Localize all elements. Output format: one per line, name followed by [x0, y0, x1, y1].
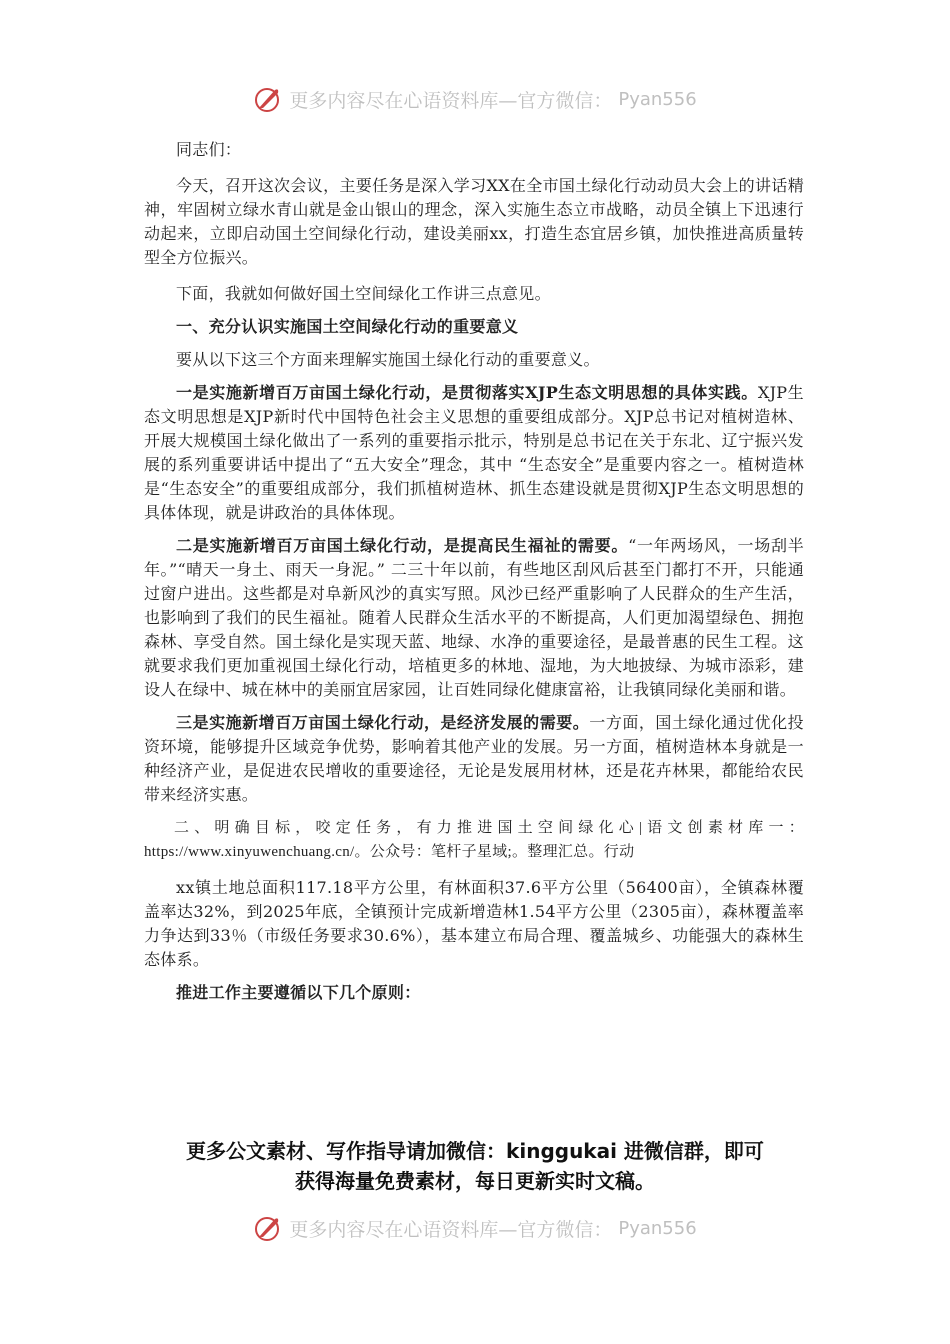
greeting: 同志们：: [176, 140, 242, 159]
paragraph-point-1: [144, 381, 804, 525]
promo-line-1: 更多公文素材、写作指导请加微信：kinggukai 进微信群，即可: [186, 1139, 764, 1163]
paragraph-point-2: [144, 534, 804, 702]
feather-logo-icon: [253, 84, 283, 114]
point-1-text: XJP生态文明思想是XJP新时代中国特色社会主义思想的重要组成部分。XJP总书记对植树造林、开展大规模国土绿化做出了一系列的重要指示批示，特别是总书记在关于东北、辽宁振兴发展的系列重要讲话中提出了“五大安全”理念，其中 “生态安全”是重要内容之一。植树造林是“生态安全”的重要组成部分，我们抓植树造林、抓生态建设就是贯彻XJP生态文明思想的具体体现，就是讲政治的具体体现。: [144, 383, 804, 522]
heading-section-1: 一、充分认识实施国土空间绿化行动的重要意义: [176, 317, 519, 336]
watermark-wechat-id: Pyan556: [618, 1217, 697, 1239]
point-1-lead: 一是实施新增百万亩国土绿化行动，是贯彻落实XJP生态文明思想的具体实践。: [176, 383, 758, 402]
document-body: [144, 138, 804, 1005]
promo-line-2: 获得海量免费素材，每日更新实时文稿。: [295, 1169, 655, 1193]
watermark-header: [0, 84, 950, 114]
heading-section-2: 二、明确目标，咬定任务，有力推进国土空间绿化心|语文创素材库一：https://www.xinyuwenchuang.cn/。公众号：笔杆子星域;。整理汇总。行动: [144, 820, 804, 860]
feather-logo-icon: [253, 1213, 283, 1243]
watermark-text: 更多内容尽在心语资料库—官方微信：: [289, 1218, 613, 1241]
paragraph-point-3: [144, 711, 804, 807]
watermark-text: 更多内容尽在心语资料库—官方微信：: [289, 89, 613, 112]
watermark-footer: [0, 1213, 950, 1243]
paragraph-outline: 下面，我就如何做好国土空间绿化工作讲三点意见。: [176, 284, 551, 303]
point-2-text: “一年两场风，一场刮半年。”“晴天一身土、雨天一身泥。” 二三十年以前，有些地区刮风后甚至门都打不开，只能通过窗户进出。这些都是对阜新风沙的真实写照。风沙已经严重影响了人民群众的生产生活，也影响到了我们的民生福祉。随着人民群众生活水平的不断提高，人们更加渴望绿色、拥抱森林、享受自然。国土绿化是实现天蓝、地绿、水净的重要途径，是最普惠的民生工程。这就要求我们更加重视国土绿化行动，培植更多的林地、湿地，为大地披绿、为城市添彩，建设人在绿中、城在林中的美丽宜居家园，让百姓同绿化健康富裕，让我镇同绿化美丽和谐。: [144, 536, 804, 699]
point-3-text: 一方面，国土绿化通过优化投资环境，能够提升区域竞争优势，影响着其他产业的发展。另一方面，植树造林本身就是一种经济产业，是促进农民增收的重要途径，无论是发展用材林，还是花卉林果，都能给农民带来经济实惠。: [144, 713, 804, 804]
point-2-lead: 二是实施新增百万亩国土绿化行动，是提高民生福祉的需要。: [176, 536, 629, 555]
heading-principles: 推进工作主要遵循以下几个原则：: [176, 983, 421, 1002]
paragraph-section-1-intro: 要从以下这三个方面来理解实施国土绿化行动的重要意义。: [176, 350, 600, 369]
promo-banner: [144, 1136, 806, 1196]
paragraph-intro: 今天，召开这次会议，主要任务是深入学习XX在全市国土绿化行动动员大会上的讲话精神，牢固树立绿水青山就是金山银山的理念，深入实施生态立市战略，动员全镇上下迅速行动起来，立即启动国土空间绿化行动，建设美丽xx，打造生态宜居乡镇，加快推进高质量转型全方位振兴。: [144, 176, 804, 267]
point-3-lead: 三是实施新增百万亩国土绿化行动，是经济发展的需要。: [176, 713, 590, 732]
paragraph-targets: xx镇土地总面积117.18平方公里，有林面积37.6平方公里（56400亩），全镇森林覆盖率达32%，到2025年底，全镇预计完成新增造林1.54平方公里（2305亩），森林覆盖率力争达到33％（市级任务要求30.6%），基本建立布局合理、覆盖城乡、功能强大的森林生态体系。: [144, 878, 804, 969]
watermark-wechat-id: Pyan556: [618, 88, 697, 110]
